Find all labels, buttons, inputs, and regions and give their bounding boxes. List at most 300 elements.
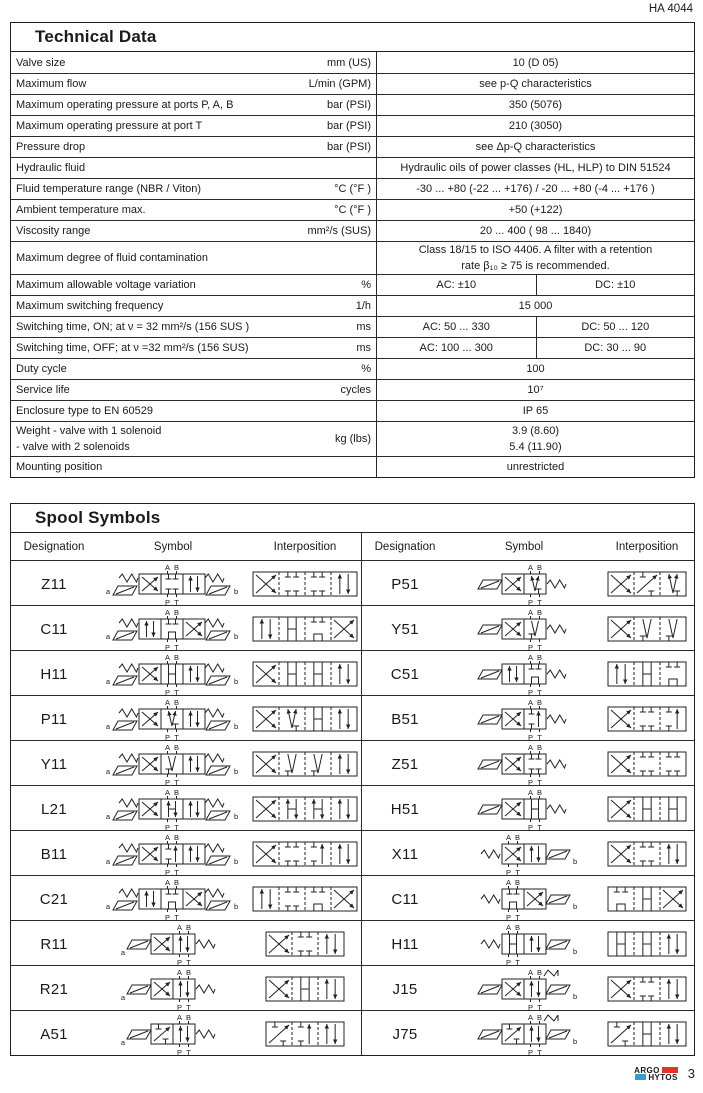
svg-text:P: P [164,733,171,742]
spool-header-cell: Designation [374,540,436,553]
svg-text:B: B [173,788,180,797]
spool-row [11,740,361,785]
logo-text-argo: ARGO [634,1065,660,1075]
svg-text:B: B [514,878,521,887]
svg-text:B: B [173,743,180,752]
spool-header-cell: Interposition [615,540,679,553]
spool-designation: J15 [392,980,418,998]
svg-text:P: P [164,868,171,877]
svg-text:P: P [527,1003,534,1012]
svg-text:B: B [514,923,521,932]
tech-row-label: Maximum operating pressure at port T bar (PSI) [16,120,371,132]
spool-designation: R21 [39,980,69,998]
svg-text:b: b [234,857,239,866]
tech-value-ac: AC: 50 ... 330 [422,321,490,333]
tech-value-dc: DC: 50 ... 120 [536,317,695,337]
svg-text:A: A [164,653,171,662]
tech-row-value: Class 18/15 to ISO 4406. A filter with a retention rate β₁₀ ≥ 75 is recommended. [376,242,694,274]
svg-text:T: T [537,823,542,832]
tech-row-unit: cycles [340,384,371,396]
tech-row-label: Weight - valve with 1 solenoid - valve with 2 solenoids kg (lbs) [16,425,371,453]
svg-text:T: T [174,823,179,832]
tech-row-unit: °C (°F ) [334,204,371,216]
tech-row [11,337,694,358]
svg-text:B: B [173,698,180,707]
tech-row-unit: mm²/s (SUS) [307,225,371,237]
spool-table-right-half [361,533,694,1055]
argo-hytos-logo [634,1067,678,1081]
tech-row-value [376,338,694,358]
tech-row [11,52,694,73]
valve-symbol-diagram [448,561,600,607]
spool-designation: C11 [391,890,419,908]
spool-row [11,1010,361,1055]
spool-designation: H11 [391,935,419,953]
valve-symbol-diagram [448,741,600,787]
valve-symbol-diagram [448,696,600,742]
tech-row-label: Service life cycles [16,384,371,396]
svg-text:b: b [234,812,239,821]
svg-text:b: b [234,767,239,776]
tech-row-value: -30 ... +80 (-22 ... +176) / -20 ... +80 (-4 ... +176 ) [376,179,694,199]
valve-interposition-diagram [249,882,361,916]
valve-interposition-diagram [600,567,694,601]
svg-text:A: A [176,968,183,977]
page-footer [634,1066,695,1081]
valve-interposition-diagram [249,612,361,646]
spool-header-cell: Interposition [273,540,337,553]
svg-text:B: B [536,1013,543,1022]
svg-text:T: T [537,1003,542,1012]
svg-text:P: P [505,868,512,877]
tech-row-value: 100 [376,359,694,379]
tech-row-value: 210 (3050) [376,116,694,136]
tech-row-value: 20 ... 400 ( 98 ... 1840) [376,221,694,241]
spool-designation: A51 [40,1025,68,1043]
spool-header-row [11,533,361,560]
tech-row [11,295,694,316]
spool-designation: B51 [391,710,419,728]
tech-row-label: Maximum allowable voltage variation % [16,279,371,291]
valve-symbol-diagram [97,831,249,877]
page-number: 3 [687,1066,695,1081]
valve-symbol-diagram [97,876,249,922]
spool-designation: H51 [390,800,420,818]
svg-text:A: A [527,653,534,662]
svg-text:P: P [164,778,171,787]
tech-row-label: Enclosure type to EN 60529 [16,405,153,417]
svg-text:P: P [164,823,171,832]
tech-row-value: see p-Q characteristics [376,74,694,94]
svg-text:P: P [164,913,171,922]
logo-blue-mark [635,1074,646,1080]
tech-row-label: Pressure drop bar (PSI) [16,141,371,153]
tech-row-label: Hydraulic fluid [16,162,86,174]
valve-interposition-diagram [600,792,694,826]
svg-text:A: A [164,608,171,617]
svg-text:a: a [105,632,110,641]
tech-row [11,358,694,379]
tech-row-unit: mm (US) [327,56,371,69]
svg-text:P: P [527,598,534,607]
spool-designation: Y51 [391,620,419,638]
valve-interposition-diagram [249,657,361,691]
doc-code: HA 4044 [648,3,693,15]
tech-row [11,157,694,178]
spool-row [11,695,361,740]
tech-row-value: 10⁷ [376,380,694,400]
tech-row-unit: bar (PSI) [326,141,371,153]
svg-text:A: A [527,743,534,752]
svg-text:b: b [573,902,578,911]
svg-text:T: T [515,913,520,922]
svg-text:a: a [120,993,125,1002]
spool-designation: J75 [392,1025,418,1043]
spool-row [362,875,694,920]
spool-row [11,605,361,650]
valve-interposition-diagram [600,747,694,781]
svg-text:a: a [105,587,110,596]
tech-row-label: Fluid temperature range (NBR / Viton) °C (°F ) [16,183,371,195]
tech-row [11,115,694,136]
tech-row-unit: bar (PSI) [326,120,371,132]
svg-text:T: T [537,778,542,787]
tech-value-ac: AC: 100 ... 300 [419,342,493,354]
valve-interposition-diagram [249,927,361,961]
svg-text:b: b [573,1037,578,1046]
svg-text:A: A [164,833,171,842]
svg-text:P: P [505,958,512,967]
svg-text:b: b [234,632,239,641]
tech-row-label: Viscosity range mm²/s (SUS) [16,225,371,237]
valve-interposition-diagram [249,837,361,871]
svg-text:b: b [234,587,239,596]
tech-row-value: 3.9 (8.60) 5.4 (11.90) [376,422,694,456]
svg-text:P: P [527,643,534,652]
valve-symbol-diagram [97,966,249,1012]
spool-designation: C21 [39,890,69,908]
svg-text:T: T [186,1048,191,1057]
spool-designation: P51 [391,575,419,593]
svg-text:T: T [515,868,520,877]
svg-text:P: P [164,598,171,607]
spool-row [11,875,361,920]
svg-text:a: a [105,677,110,686]
svg-text:B: B [173,878,180,887]
logo-line-2 [634,1074,678,1081]
spool-designation: L21 [41,800,67,818]
spool-row [362,920,694,965]
valve-symbol-diagram [448,1011,600,1057]
spool-designation: C51 [390,665,420,683]
svg-text:T: T [186,958,191,967]
svg-text:B: B [536,698,543,707]
spool-designation: C11 [40,620,68,638]
valve-symbol-diagram [97,651,249,697]
svg-text:A: A [164,563,171,572]
svg-text:B: B [173,563,180,572]
svg-text:A: A [164,743,171,752]
svg-text:B: B [514,833,521,842]
svg-text:T: T [174,598,179,607]
spool-row [362,695,694,740]
svg-text:B: B [536,608,543,617]
svg-text:A: A [164,698,171,707]
valve-interposition-diagram [600,657,694,691]
svg-text:A: A [505,833,512,842]
tech-row-label: Maximum flow L/min (GPM) [16,78,371,90]
svg-text:T: T [515,958,520,967]
svg-text:A: A [505,923,512,932]
svg-text:A: A [505,878,512,887]
svg-text:B: B [185,968,192,977]
valve-interposition-diagram [249,747,361,781]
valve-symbol-diagram [448,651,600,697]
tech-row-value: +50 (+122) [376,200,694,220]
tech-value-ac: AC: ±10 [436,279,477,291]
svg-text:P: P [176,1003,183,1012]
tech-value-dc: DC: ±10 [536,275,695,295]
tech-row-value [376,275,694,295]
spool-header-row [362,533,694,560]
tech-row-label: Maximum degree of fluid contamination [16,252,208,264]
valve-symbol-diagram [97,696,249,742]
svg-text:B: B [536,743,543,752]
technical-data-title: Technical Data [11,23,694,52]
tech-row-value: unrestricted [376,457,694,477]
valve-symbol-diagram [97,606,249,652]
tech-row-label: Switching time, OFF; at ν =32 mm²/s (156 SUS) ms [16,342,371,354]
spool-row [362,965,694,1010]
valve-interposition-diagram [600,1017,694,1051]
spool-row [11,650,361,695]
svg-text:T: T [537,688,542,697]
svg-text:T: T [537,643,542,652]
spool-row [11,965,361,1010]
valve-symbol-diagram [97,1011,249,1057]
spool-row [362,785,694,830]
svg-text:P: P [164,688,171,697]
svg-text:A: A [176,1013,183,1022]
svg-text:a: a [105,767,110,776]
tech-row-unit: % [361,279,371,291]
svg-text:a: a [105,812,110,821]
svg-text:T: T [537,733,542,742]
svg-text:B: B [536,563,543,572]
tech-row-value: see Δp-Q characteristics [376,137,694,157]
valve-interposition-diagram [600,882,694,916]
tech-value-dc: DC: 30 ... 90 [536,338,695,358]
tech-row [11,94,694,115]
svg-text:b: b [573,857,578,866]
svg-text:B: B [173,608,180,617]
valve-interposition-diagram [249,792,361,826]
tech-row-unit: 1/h [355,300,371,312]
tech-row-unit: °C (°F ) [334,183,371,195]
valve-symbol-diagram [448,966,600,1012]
spool-designation: P11 [40,710,68,728]
spool-designation: Y11 [40,755,68,773]
svg-text:b: b [573,947,578,956]
spool-symbols-title: Spool Symbols [11,504,694,533]
tech-row [11,421,694,456]
spool-row [11,830,361,875]
spool-header-cell: Symbol [504,540,544,553]
tech-row-unit: L/min (GPM) [308,78,371,90]
valve-interposition-diagram [600,612,694,646]
spool-designation: R11 [40,935,68,953]
tech-row [11,178,694,199]
svg-text:A: A [527,608,534,617]
spool-row [362,830,694,875]
svg-text:b: b [573,992,578,1001]
tech-row-value: 350 (5076) [376,95,694,115]
spool-row [362,560,694,605]
svg-text:A: A [527,1013,534,1022]
spool-symbols-section [10,503,695,1056]
spool-row [362,1010,694,1055]
svg-text:T: T [186,1003,191,1012]
spool-row [362,650,694,695]
spool-header-cell: Designation [23,540,85,553]
svg-text:B: B [185,923,192,932]
tech-row [11,220,694,241]
tech-row-unit: % [361,363,371,375]
tech-row-label: Duty cycle % [16,363,371,375]
svg-text:A: A [527,563,534,572]
tech-row-label: Maximum switching frequency 1/h [16,300,371,312]
svg-text:T: T [174,688,179,697]
valve-symbol-diagram [448,921,600,967]
valve-interposition-diagram [600,837,694,871]
technical-data-section [10,22,695,478]
svg-text:B: B [185,1013,192,1022]
svg-text:P: P [527,1048,534,1057]
valve-interposition-diagram [249,972,361,1006]
spool-designation: B11 [40,845,68,863]
valve-symbol-diagram [97,786,249,832]
spool-row [11,785,361,830]
svg-text:B: B [536,788,543,797]
spool-row [362,740,694,785]
tech-row-unit: ms [356,342,371,354]
svg-text:T: T [174,913,179,922]
svg-text:P: P [527,688,534,697]
tech-row-value: Hydraulic oils of power classes (HL, HLP) to DIN 51524 [376,158,694,178]
tech-row [11,136,694,157]
tech-row [11,456,694,477]
valve-symbol-diagram [97,741,249,787]
spool-designation: X11 [391,845,419,863]
tech-row [11,73,694,94]
spool-row [11,560,361,605]
spool-designation: H11 [40,665,68,683]
valve-interposition-diagram [600,972,694,1006]
valve-interposition-diagram [249,1017,361,1051]
svg-text:P: P [176,1048,183,1057]
technical-data-table [11,52,694,477]
svg-text:a: a [105,722,110,731]
svg-text:b: b [234,722,239,731]
tech-row [11,274,694,295]
svg-text:a: a [120,948,125,957]
svg-text:B: B [536,968,543,977]
tech-row-unit: bar (PSI) [326,99,371,111]
svg-text:P: P [176,958,183,967]
tech-row-label: Mounting position [16,461,103,473]
spool-header-cell: Symbol [153,540,193,553]
valve-symbol-diagram [448,831,600,877]
valve-symbol-diagram [448,786,600,832]
tech-row [11,316,694,337]
svg-text:A: A [527,788,534,797]
valve-symbol-diagram [448,606,600,652]
svg-text:B: B [173,833,180,842]
svg-text:B: B [536,653,543,662]
svg-text:b: b [234,902,239,911]
svg-text:a: a [120,1038,125,1047]
valve-interposition-diagram [249,567,361,601]
tech-row [11,241,694,274]
svg-text:P: P [527,778,534,787]
svg-text:P: P [527,823,534,832]
tech-row-value: 15 000 [376,296,694,316]
tech-row-unit: kg (lbs) [334,433,371,445]
spool-row [362,605,694,650]
valve-symbol-diagram [97,561,249,607]
tech-row-label: Valve size mm (US) [16,56,371,69]
tech-row [11,379,694,400]
svg-text:T: T [174,868,179,877]
valve-interposition-diagram [600,702,694,736]
svg-text:B: B [173,653,180,662]
svg-text:T: T [537,598,542,607]
valve-interposition-diagram [600,927,694,961]
tech-row [11,199,694,220]
tech-row-unit: ms [356,321,371,333]
spool-row [11,920,361,965]
svg-text:b: b [234,677,239,686]
valve-symbol-diagram [448,876,600,922]
svg-text:A: A [176,923,183,932]
tech-row [11,400,694,421]
valve-symbol-diagram [97,921,249,967]
svg-text:a: a [105,902,110,911]
svg-text:T: T [537,1048,542,1057]
svg-text:T: T [174,733,179,742]
tech-row-value: 10 (D 05) [376,52,694,73]
svg-text:A: A [164,788,171,797]
tech-row-label: Maximum operating pressure at ports P, A, B bar (PSI) [16,99,371,111]
spool-designation: Z51 [391,755,419,773]
spool-designation: Z11 [41,575,67,593]
svg-text:a: a [105,857,110,866]
spool-symbols-table [11,533,694,1055]
svg-text:A: A [527,968,534,977]
tech-row-label: Ambient temperature max. °C (°F ) [16,204,371,216]
spool-table-left-half [11,533,361,1055]
tech-row-value: IP 65 [376,401,694,421]
svg-text:A: A [164,878,171,887]
logo-text-hytos: HYTOS [648,1072,678,1082]
svg-text:T: T [174,778,179,787]
svg-text:P: P [527,733,534,742]
valve-interposition-diagram [249,702,361,736]
svg-text:P: P [505,913,512,922]
svg-text:T: T [174,643,179,652]
svg-text:A: A [527,698,534,707]
tech-row-value [376,317,694,337]
